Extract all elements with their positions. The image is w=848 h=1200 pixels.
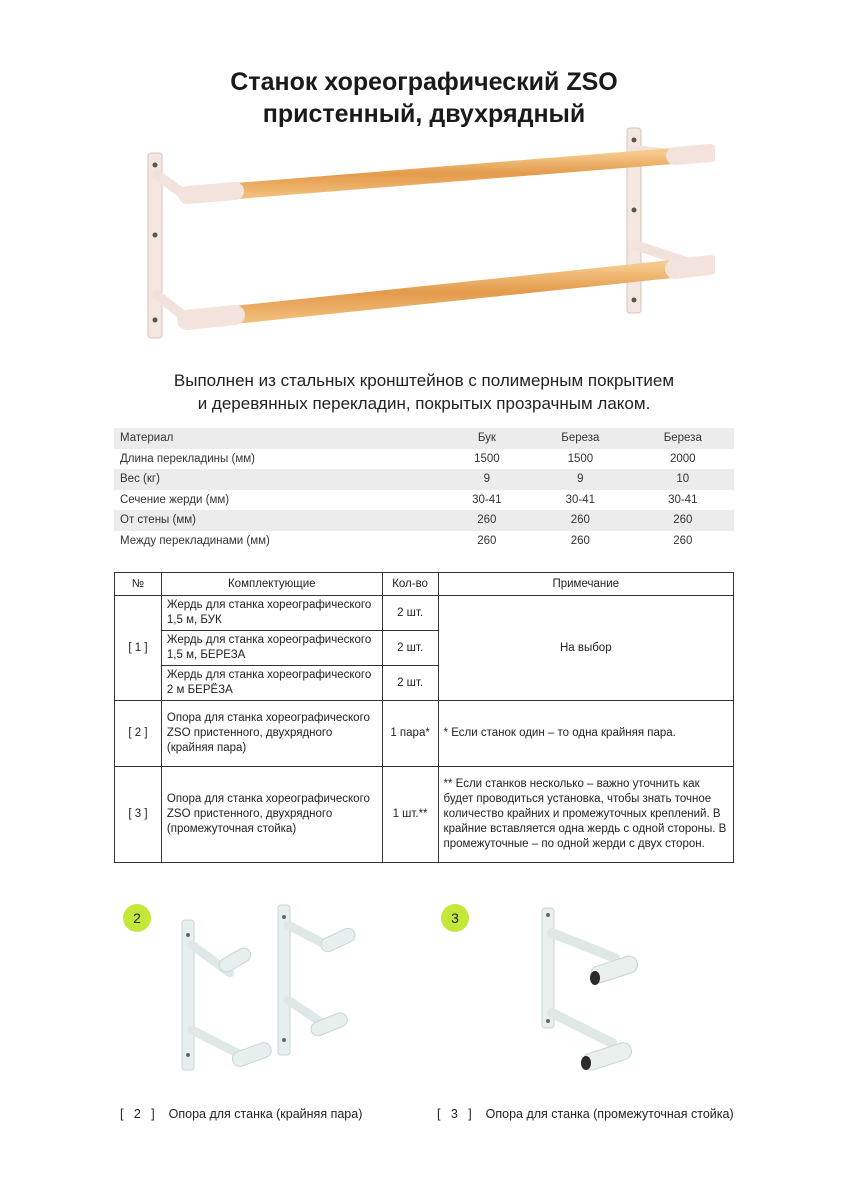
spec-label: Между перекладинами (мм) xyxy=(120,534,270,547)
intermediate-support-image xyxy=(530,903,650,1078)
component-qty: 1 пара* xyxy=(382,701,438,767)
spec-value: 260 xyxy=(673,534,693,547)
table-row xyxy=(114,469,734,490)
spec-value: 30-41 xyxy=(472,493,502,506)
component-qty: 2 шт. xyxy=(382,666,438,701)
spec-value: 260 xyxy=(529,510,631,531)
table-header-row xyxy=(115,573,734,596)
spec-value: 10 xyxy=(632,469,734,490)
component-note: * Если станок один – то одна крайняя пара. xyxy=(438,701,733,767)
spec-label: Материал xyxy=(114,428,445,449)
spec-value: 2000 xyxy=(669,452,696,465)
table-row xyxy=(115,596,734,631)
table-row xyxy=(114,531,734,552)
spec-value: 260 xyxy=(570,534,590,547)
component-name: Опора для станка хореографического ZSO пристенного, двухрядного (крайняя пара) xyxy=(161,701,382,767)
component-name: Жердь для станка хореографического 1,5 м, БУК xyxy=(161,596,382,631)
spec-value: 30-41 xyxy=(668,493,698,506)
spec-value: 9 xyxy=(529,469,631,490)
component-name: Жердь для станка хореографического 2 м БЕРЁЗА xyxy=(161,666,382,701)
end-support-pair-image xyxy=(170,895,370,1085)
component-qty: 2 шт. xyxy=(382,596,438,631)
table-row xyxy=(114,428,734,449)
spec-label: Вес (кг) xyxy=(114,469,445,490)
spec-value: 9 xyxy=(445,469,530,490)
description-line-1: Выполнен из стальных кронштейнов с полимерным покрытием xyxy=(173,371,675,390)
specs-table xyxy=(114,428,734,551)
components-table xyxy=(114,572,734,863)
table-row xyxy=(115,767,734,863)
page-title-line-1: Станок хореографический ZSO xyxy=(230,68,618,96)
component-note: На выбор xyxy=(438,596,733,701)
row-number: [ 1 ] xyxy=(115,596,162,701)
spec-value: Бук xyxy=(445,428,530,449)
page-title-line-2: пристенный, двухрядный xyxy=(262,100,586,128)
row-number: [ 3 ] xyxy=(115,767,162,863)
component-name: Опора для станка хореографического ZSO пристенного, двухрядного (промежуточная стойка) xyxy=(161,767,382,863)
spec-value: Береза xyxy=(529,428,631,449)
spec-value: Береза xyxy=(632,428,734,449)
spec-value: 1500 xyxy=(567,452,594,465)
component-qty: 1 шт.** xyxy=(382,767,438,863)
part-2-badge: 2 xyxy=(123,904,151,932)
spec-label: Длина перекладины (мм) xyxy=(120,452,255,465)
header-num: № xyxy=(115,573,162,596)
header-qty: Кол-во xyxy=(382,573,438,596)
barre-product-image xyxy=(135,125,715,340)
spec-value: 260 xyxy=(477,534,497,547)
spec-label: От стены (мм) xyxy=(114,510,445,531)
part-2-caption: [ 2 ] Опора для станка (крайняя пара) xyxy=(120,1107,363,1121)
component-name: Жердь для станка хореографического 1,5 м, БЕРЕЗА xyxy=(161,631,382,666)
table-row xyxy=(114,449,734,470)
row-number: [ 2 ] xyxy=(115,701,162,767)
header-note: Примечание xyxy=(438,573,733,596)
component-qty: 2 шт. xyxy=(382,631,438,666)
part-3-badge: 3 xyxy=(441,904,469,932)
table-row xyxy=(114,490,734,511)
component-note: ** Если станков несколько – важно уточнить как будет проводиться установка, чтобы знать точное количество крайних и промежуточных креплений. В крайние вставляется одна жердь с одной стороны. В промежуточные – по одной жерди с двух сторон. xyxy=(438,767,733,863)
spec-label: Сечение жерди (мм) xyxy=(120,493,230,506)
description-line-2: и деревянных перекладин, покрытых прозрачным лаком. xyxy=(197,394,651,413)
table-row xyxy=(115,701,734,767)
spec-value: 260 xyxy=(632,510,734,531)
spec-value: 1500 xyxy=(474,452,500,465)
header-component: Комплектующие xyxy=(161,573,382,596)
spec-value: 260 xyxy=(445,510,530,531)
table-row xyxy=(114,510,734,531)
spec-value: 30-41 xyxy=(565,493,596,506)
part-3-caption: [ 3 ] Опора для станка (промежуточная стойка) xyxy=(437,1107,734,1121)
